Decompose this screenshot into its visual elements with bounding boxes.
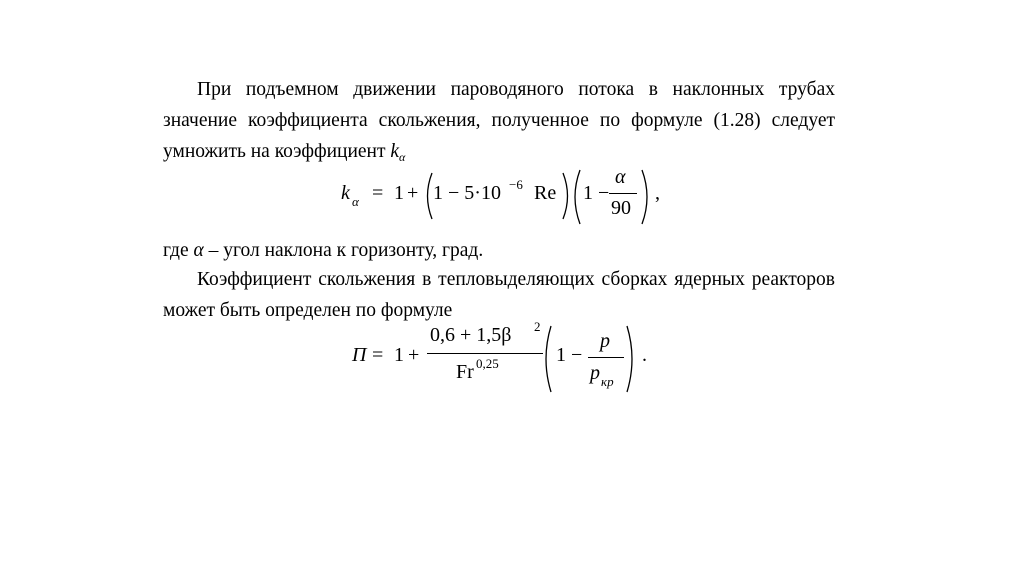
formula2-p-numerator: p	[600, 330, 610, 352]
formula-lhs: k	[341, 182, 350, 204]
formula2-numerator: 0,6 + 1,5β	[430, 324, 512, 346]
formula2-p-denominator: p	[590, 362, 600, 384]
formula2-one: 1	[394, 344, 404, 366]
paragraph-text: При подъемном движении пароводяного потока в наклонных трубах значение коэффициента скольжения, полученное по формуле (1.28) следует умножить на коэффициент	[163, 79, 835, 162]
formula-plus: +	[407, 182, 419, 204]
formula-equals: =	[372, 182, 384, 204]
formula2-equals: =	[372, 344, 384, 366]
formula-one: 1	[394, 182, 404, 204]
formula2-denominator: Fr	[456, 361, 474, 383]
formula2-one-minus: 1 −	[556, 344, 583, 366]
formula-lhs-subscript: α	[352, 194, 359, 209]
formula2-lhs: П	[352, 344, 367, 366]
symbol-k-subscript: α	[399, 150, 406, 164]
symbol-k: k	[390, 141, 400, 162]
left-paren-2	[569, 168, 583, 226]
formula2-p-denominator-subscript: кр	[601, 374, 614, 389]
formula-inner-term: 1 − 5·10	[433, 182, 501, 204]
formula-reynolds: Re	[534, 182, 557, 204]
paragraph-slip-coefficient: Коэффициент скольжения в тепловыделяющих сборках ядерных реакторов может быть определен по формуле	[163, 269, 835, 321]
formula-exponent: −6	[509, 177, 523, 192]
fraction-bar-3	[588, 357, 624, 358]
right-paren-2	[639, 168, 653, 226]
paragraph-prefix: где	[163, 240, 194, 261]
right-paren-3	[624, 324, 638, 394]
formula-denominator-90: 90	[611, 197, 631, 219]
formula-k-alpha	[341, 168, 681, 228]
paragraph-inclined-tubes	[163, 74, 835, 173]
fraction-bar-1	[609, 193, 637, 194]
symbol-alpha: α	[193, 240, 204, 261]
formula2-period: .	[642, 344, 647, 366]
paragraph-text: – угол наклона к горизонту, град.	[203, 240, 484, 261]
formula-slip	[352, 318, 662, 402]
fraction-bar-2	[427, 353, 543, 354]
formula2-plus: +	[408, 344, 420, 366]
formula2-denominator-exponent: 0,25	[476, 356, 499, 371]
formula-one-minus: 1 −	[583, 182, 610, 204]
formula-comma: ,	[655, 182, 660, 204]
paragraph-alpha-definition	[163, 235, 835, 266]
formula-alpha-numerator: α	[615, 166, 626, 188]
left-paren-3	[540, 324, 554, 394]
formula2-numerator-exponent: 2	[534, 319, 541, 334]
